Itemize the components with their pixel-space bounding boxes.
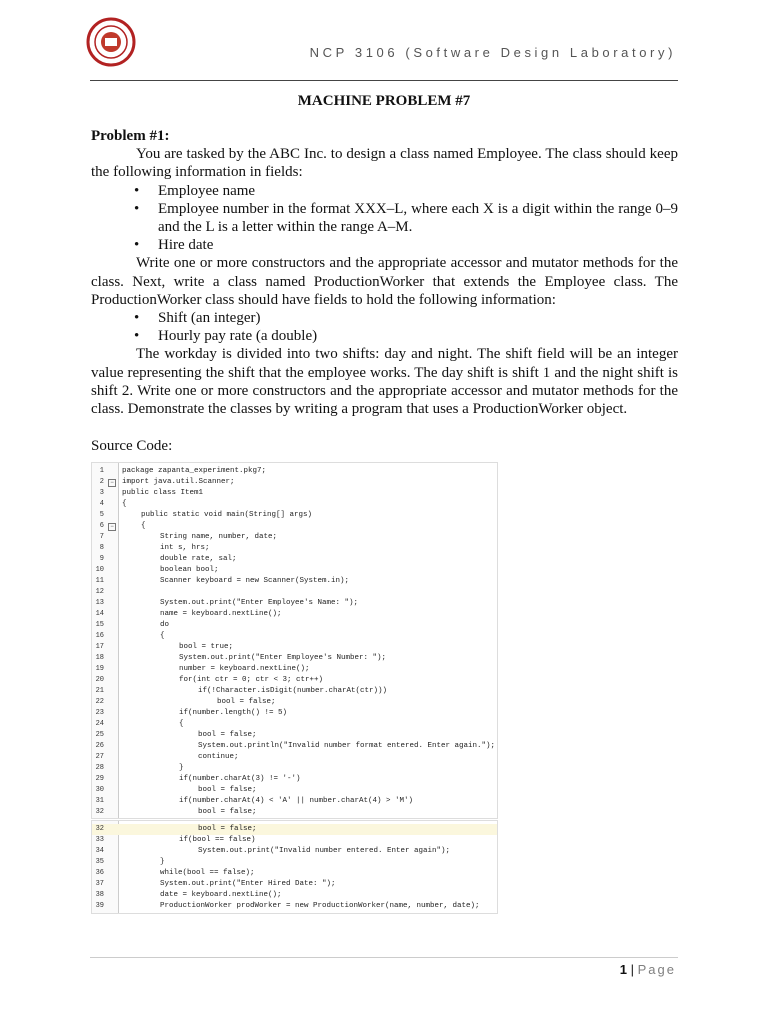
line-number: 17 <box>95 643 104 651</box>
line-number: 3 <box>99 489 104 497</box>
code-line <box>92 824 497 835</box>
code-text: import java.util.Scanner; <box>122 478 235 486</box>
list-item: • Hire date <box>91 236 678 254</box>
line-number: 2 <box>99 478 104 486</box>
line-number: 22 <box>95 698 104 706</box>
code-text: bool = false; <box>217 698 276 706</box>
line-number: 4 <box>99 500 104 508</box>
line-number: 13 <box>95 599 104 607</box>
code-text: System.out.print("Enter Employee's Name: "); <box>160 599 359 607</box>
code-line <box>92 730 497 741</box>
line-number: 19 <box>95 665 104 673</box>
code-screenshot-2 <box>91 820 498 914</box>
code-text: System.out.print("Enter Employee's Number: "); <box>179 654 387 662</box>
code-text: int s, hrs; <box>160 544 210 552</box>
code-text: for(int ctr = 0; ctr < 3; ctr++) <box>179 676 324 684</box>
line-number: 6 <box>99 522 104 530</box>
code-line <box>92 532 497 543</box>
code-line <box>92 620 497 631</box>
code-text: ProductionWorker prodWorker = new ProductionWorker(name, number, date); <box>160 902 480 910</box>
code-line <box>92 901 497 912</box>
list-item: • Shift (an integer) <box>91 309 678 327</box>
page-word: Page <box>637 962 676 977</box>
page-footer <box>620 962 676 977</box>
code-line <box>92 686 497 697</box>
code-text: double rate, sal; <box>160 555 237 563</box>
line-number: 30 <box>95 786 104 794</box>
line-number: 38 <box>95 891 104 899</box>
code-line <box>92 642 497 653</box>
line-number: 21 <box>95 687 104 695</box>
code-line <box>92 554 497 565</box>
code-text: System.out.print("Enter Hired Date: "); <box>160 880 336 888</box>
code-line <box>92 664 497 675</box>
code-text: bool = false; <box>198 808 257 816</box>
line-number: 36 <box>95 869 104 877</box>
code-line <box>92 708 497 719</box>
line-number: 33 <box>95 836 104 844</box>
line-number: 26 <box>95 742 104 750</box>
code-text: } <box>179 764 184 772</box>
code-line <box>92 543 497 554</box>
code-text: bool = false; <box>198 786 257 794</box>
worker-fields-list <box>91 309 678 345</box>
line-number: 31 <box>95 797 104 805</box>
code-text: package zapanta_experiment.pkg7; <box>122 467 267 475</box>
code-text: { <box>122 500 127 508</box>
code-line <box>92 565 497 576</box>
code-line <box>92 609 497 620</box>
code-text: boolean bool; <box>160 566 219 574</box>
line-number: 23 <box>95 709 104 717</box>
line-number: 1 <box>99 467 104 475</box>
line-number: 14 <box>95 610 104 618</box>
line-number: 32 <box>95 808 104 816</box>
source-code-label: Source Code: <box>91 438 173 454</box>
code-line <box>92 466 497 477</box>
code-line <box>92 846 497 857</box>
line-number: 24 <box>95 720 104 728</box>
code-line <box>92 785 497 796</box>
line-number: 7 <box>99 533 104 541</box>
code-text: number = keyboard.nextLine(); <box>179 665 310 673</box>
code-line <box>92 774 497 785</box>
code-text: System.out.println("Invalid number format entered. Enter again."); <box>198 742 496 750</box>
code-text: { <box>160 632 165 640</box>
code-line <box>92 697 497 708</box>
code-line <box>92 499 497 510</box>
problem-paragraph-2: Write one or more constructors and the appropriate accessor and mutator methods for the class. Next, write a class named ProductionWorker that extends the Employee class. The ProductionWorker class should have fields to hold the following information: <box>91 255 678 308</box>
code-line <box>92 796 497 807</box>
code-text: bool = true; <box>179 643 234 651</box>
code-line <box>92 675 497 686</box>
code-text: if(number.charAt(3) != '-') <box>179 775 301 783</box>
code-line <box>92 521 497 532</box>
line-number: 18 <box>95 654 104 662</box>
code-text: String name, number, date; <box>160 533 278 541</box>
code-text: if(number.length() != 5) <box>179 709 288 717</box>
code-line <box>92 879 497 890</box>
code-line <box>92 807 497 818</box>
line-number: 34 <box>95 847 104 855</box>
list-item: • Employee number in the format XXX–L, where each X is a digit within the range 0–9 and the L is a letter within the range A–M. <box>91 200 678 236</box>
code-line <box>92 587 497 598</box>
code-line <box>92 752 497 763</box>
code-text: public class Item1 <box>122 489 204 497</box>
problem-paragraph-3: The workday is divided into two shifts: day and night. The shift field will be an integer value representing the shift that the employee works. The day shift is shift 1 and the night shift is shift 2. Write one or more constructors and the appropriate accessor and mutator methods for the class. Demonstrate the classes by writing a program that uses a ProductionWorker object. <box>91 346 678 418</box>
line-number: 20 <box>95 676 104 684</box>
university-seal-logo <box>86 17 136 67</box>
problem-intro: You are tasked by the ABC Inc. to design a class named Employee. The class should keep the following information in fields: <box>91 146 678 181</box>
code-text: bool = false; <box>198 825 257 833</box>
code-text: } <box>160 858 165 866</box>
fold-toggle-icon[interactable]: − <box>108 523 116 531</box>
code-text: public static void main(String[] args) <box>141 511 313 519</box>
code-line <box>92 510 497 521</box>
code-text: bool = false; <box>198 731 257 739</box>
line-number: 28 <box>95 764 104 772</box>
line-number: 29 <box>95 775 104 783</box>
footer-rule <box>90 957 678 958</box>
code-screenshot-1 <box>91 462 498 819</box>
header-rule <box>90 80 678 81</box>
code-line <box>92 857 497 868</box>
code-line <box>92 477 497 488</box>
code-text: continue; <box>198 753 239 761</box>
code-text: if(bool == false) <box>179 836 256 844</box>
code-text: { <box>141 522 146 530</box>
code-text: name = keyboard.nextLine(); <box>160 610 282 618</box>
code-line <box>92 763 497 774</box>
code-text: if(!Character.isDigit(number.charAt(ctr))) <box>198 687 388 695</box>
line-number: 16 <box>95 632 104 640</box>
code-line <box>92 653 497 664</box>
page-separator: | <box>630 962 634 977</box>
code-text: while(bool == false); <box>160 869 255 877</box>
line-number: 32 <box>95 825 104 833</box>
code-line <box>92 576 497 587</box>
line-number: 8 <box>99 544 104 552</box>
code-text: do <box>160 621 170 629</box>
line-number: 39 <box>95 902 104 910</box>
code-text: { <box>179 720 184 728</box>
code-line <box>92 488 497 499</box>
line-number: 27 <box>95 753 104 761</box>
code-line <box>92 835 497 846</box>
line-number: 15 <box>95 621 104 629</box>
code-text: System.out.print("Invalid number entered. Enter again"); <box>198 847 451 855</box>
list-item: • Employee name <box>91 182 678 200</box>
employee-fields-list <box>91 182 678 255</box>
line-number: 10 <box>95 566 104 574</box>
line-number: 35 <box>95 858 104 866</box>
code-line <box>92 598 497 609</box>
page-number: 1 <box>619 962 627 977</box>
line-number: 25 <box>95 731 104 739</box>
problem-heading: Problem #1: <box>91 128 170 144</box>
code-line <box>92 631 497 642</box>
list-item: • Hourly pay rate (a double) <box>91 327 678 345</box>
course-header: NCP 3106 (Software Design Laboratory) <box>309 45 676 60</box>
code-line <box>92 890 497 901</box>
code-text: if(number.charAt(4) < 'A' || number.charAt(4) > 'M') <box>179 797 414 805</box>
problem-statement <box>91 127 678 418</box>
code-text: Scanner keyboard = new Scanner(System.in); <box>160 577 350 585</box>
line-number: 37 <box>95 880 104 888</box>
line-number: 12 <box>95 588 104 596</box>
document-title: MACHINE PROBLEM #7 <box>297 93 471 109</box>
line-number: 5 <box>99 511 104 519</box>
line-number: 11 <box>95 577 104 585</box>
code-line <box>92 868 497 879</box>
code-line <box>92 719 497 730</box>
fold-toggle-icon[interactable]: − <box>108 479 116 487</box>
code-line <box>92 741 497 752</box>
line-number: 9 <box>99 555 104 563</box>
code-text: date = keyboard.nextLine(); <box>160 891 282 899</box>
